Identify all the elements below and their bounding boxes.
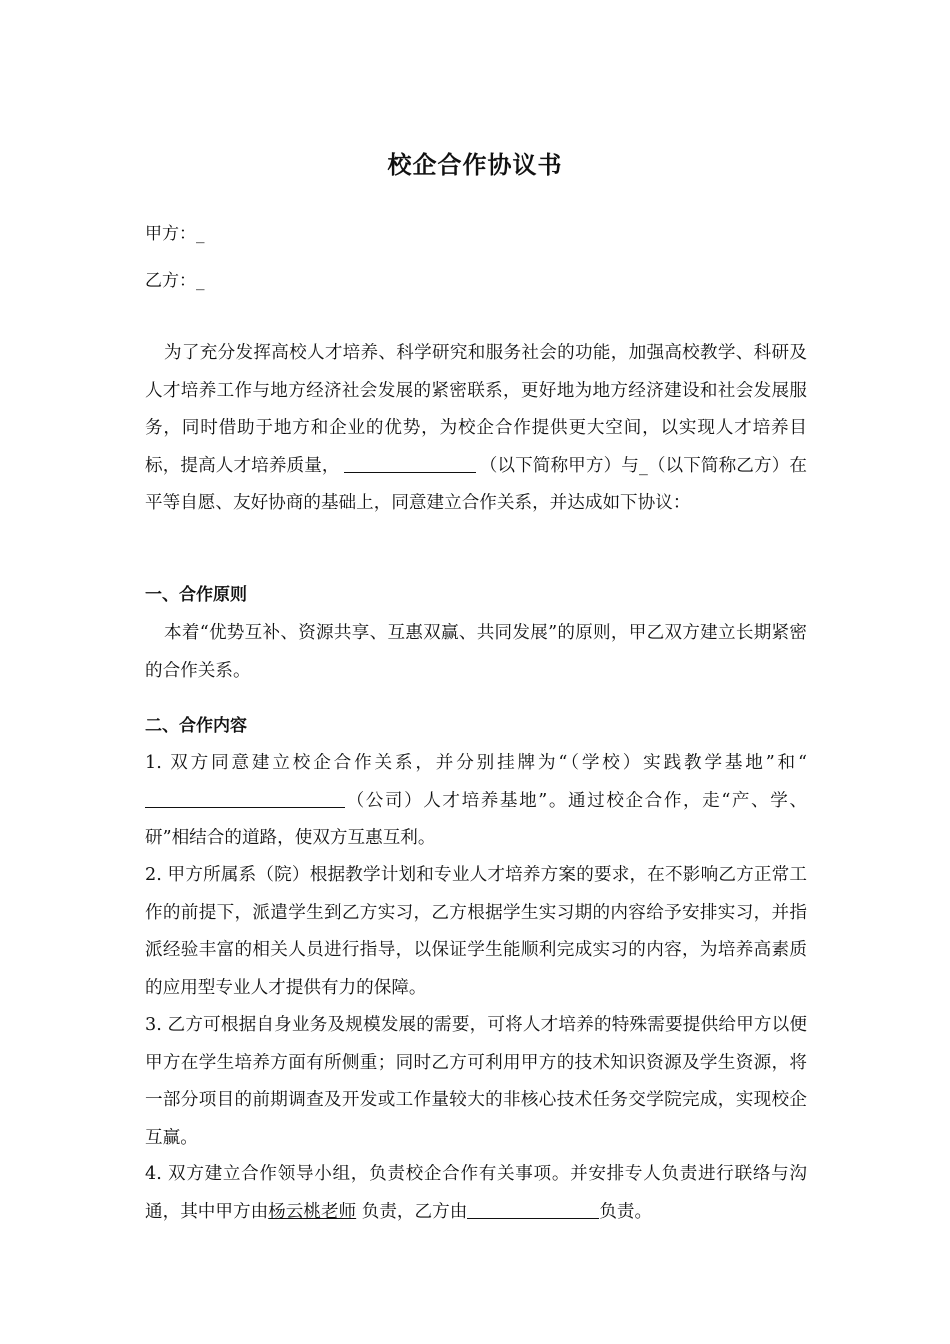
- company-name-blank: [145, 789, 345, 808]
- item-3-paragraph: 3. 乙方可根据自身业务及规模发展的需要，可将人才培养的特殊需要提供给甲方以便甲方在学生培养方面有所侧重；同时乙方可利用甲方的技术知识资源及学生资源，将一部分项目的前期调查及开发或工作量较大的非核心技术任务交学院完成，实现校企互赢。: [145, 1015, 807, 1148]
- party-b-contact-blank: [467, 1200, 599, 1219]
- document-title: 校企合作协议书: [387, 151, 563, 179]
- item-4-text-b: 负责，乙方由: [356, 1201, 468, 1222]
- intro-text-1: 为了充分发挥高校人才培养、科学研究和服务社会的功能，加强高校教学、科研及人才培养工作与地方经济社会发展的紧密联系，更好地为地方经济建设和社会发展服务，同时借助于地方和企业的优势，为校企合作提供更大空间，以实现人才培养目标，提高人才培养质量，: [145, 343, 807, 476]
- item-4-paragraph: [145, 1156, 807, 1231]
- item-1-text-b: （公司）人才培养基地”。通过校企合作，走“产、学、研”相结合的道路，使双方互惠互利。: [145, 790, 807, 848]
- item-1-text-a: 1. 双方同意建立校企合作关系，并分别挂牌为“（学校）实践教学基地”和“: [145, 753, 807, 773]
- section1-heading: 一、合作原则: [145, 585, 247, 605]
- section2-heading: 二、合作内容: [145, 716, 247, 736]
- item-1-paragraph: [145, 745, 807, 858]
- party-a-line: 甲方：_: [145, 224, 205, 244]
- item-4-text-c: 负责。: [599, 1201, 653, 1222]
- party-b-line: 乙方：_: [145, 271, 205, 291]
- party-a-contact-name: 杨云桃老师: [268, 1201, 357, 1222]
- item-2-paragraph: 2. 甲方所属系（院）根据教学计划和专业人才培养方案的要求，在不影响乙方正常工作的前提下，派遣学生到乙方实习，乙方根据学生实习期的内容给予安排实习，并指派经验丰富的相关人员进行指导，以保证学生能顺利完成实习的内容，为培养高素质的应用型专业人才提供有力的保障。: [145, 865, 807, 998]
- party-a-name-blank: [344, 454, 476, 473]
- item-4-text-a: 4. 双方建立合作领导小组，负责校企合作有关事项。并安排专人负责进行联络与沟通，其中甲方由: [145, 1164, 807, 1222]
- intro-text-2: （以下简称甲方）与_（以下简称乙方）在平等自愿、友好协商的基础上，同意建立合作关系，并达成如下协议：: [145, 455, 807, 513]
- intro-paragraph: [145, 335, 807, 523]
- section1-paragraph: 本着“优势互补、资源共享、互惠双赢、共同发展”的原则，甲乙双方建立长期紧密的合作关系。: [145, 623, 807, 681]
